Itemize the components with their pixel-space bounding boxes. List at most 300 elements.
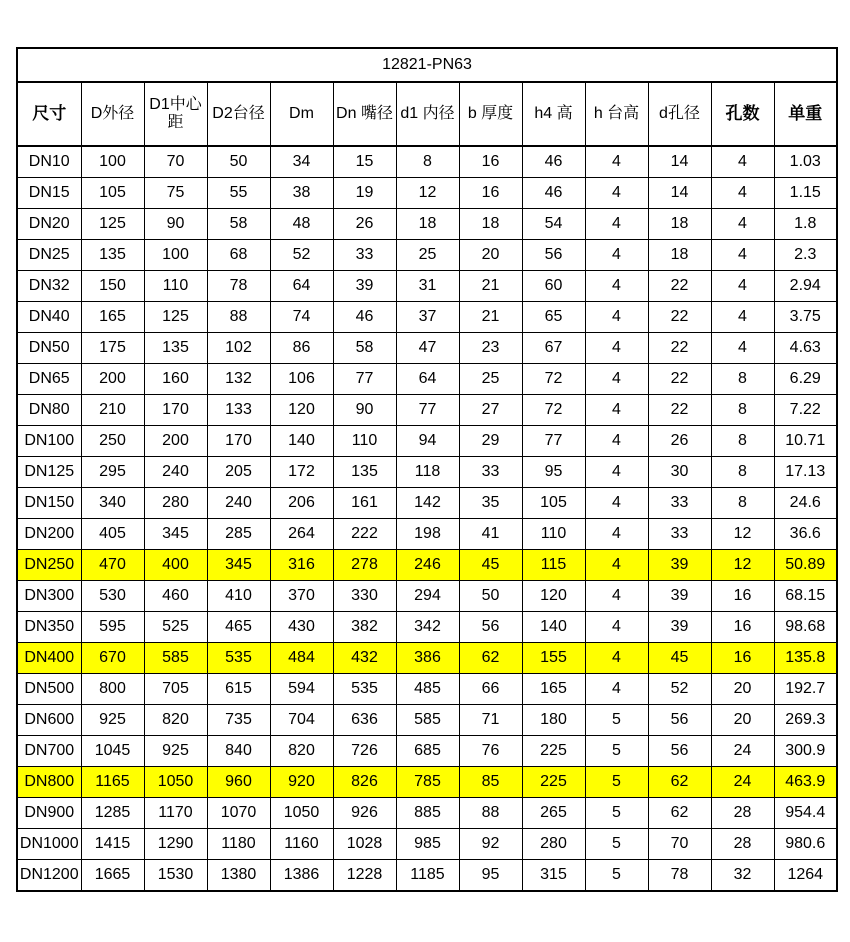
table-row [17, 426, 837, 457]
column-header: h 台高 [585, 82, 648, 146]
cell-value: 94 [396, 426, 459, 457]
table-row [17, 612, 837, 643]
cell-value: 70 [648, 829, 711, 860]
cell-value: 8 [711, 364, 774, 395]
cell-value: 18 [459, 209, 522, 240]
cell-value: 4 [711, 271, 774, 302]
row-size-label: DN500 [17, 674, 81, 705]
cell-value: 35 [459, 488, 522, 519]
cell-value: 29 [459, 426, 522, 457]
cell-value: 925 [144, 736, 207, 767]
table-title: 12821-PN63 [17, 48, 837, 82]
cell-value: 30 [648, 457, 711, 488]
table-row [17, 705, 837, 736]
cell-value: 21 [459, 271, 522, 302]
cell-value: 5 [585, 736, 648, 767]
cell-value: 840 [207, 736, 270, 767]
cell-value: 32 [711, 860, 774, 892]
column-header: Dm [270, 82, 333, 146]
cell-value: 4 [585, 364, 648, 395]
cell-value: 926 [333, 798, 396, 829]
cell-value: 5 [585, 829, 648, 860]
row-size-label: DN900 [17, 798, 81, 829]
table-row [17, 178, 837, 209]
table-head [17, 48, 837, 146]
cell-value: 33 [459, 457, 522, 488]
cell-value: 280 [144, 488, 207, 519]
cell-value: 54 [522, 209, 585, 240]
cell-value: 14 [648, 146, 711, 178]
cell-value: 132 [207, 364, 270, 395]
table-row [17, 364, 837, 395]
cell-value: 246 [396, 550, 459, 581]
cell-value: 31 [396, 271, 459, 302]
cell-value: 4 [585, 457, 648, 488]
cell-value: 170 [207, 426, 270, 457]
cell-value: 6.29 [774, 364, 837, 395]
table-row [17, 333, 837, 364]
cell-value: 726 [333, 736, 396, 767]
cell-value: 430 [270, 612, 333, 643]
cell-value: 4.63 [774, 333, 837, 364]
cell-value: 58 [207, 209, 270, 240]
cell-value: 17.13 [774, 457, 837, 488]
column-header: 尺寸 [17, 82, 81, 146]
cell-value: 4 [585, 426, 648, 457]
cell-value: 175 [81, 333, 144, 364]
table-row [17, 395, 837, 426]
cell-value: 1415 [81, 829, 144, 860]
cell-value: 670 [81, 643, 144, 674]
cell-value: 525 [144, 612, 207, 643]
cell-value: 105 [81, 178, 144, 209]
cell-value: 265 [522, 798, 585, 829]
table-row [17, 146, 837, 178]
cell-value: 1530 [144, 860, 207, 892]
cell-value: 1665 [81, 860, 144, 892]
cell-value: 820 [270, 736, 333, 767]
table-row [17, 457, 837, 488]
cell-value: 24 [711, 767, 774, 798]
table-row [17, 767, 837, 798]
cell-value: 133 [207, 395, 270, 426]
cell-value: 4 [585, 581, 648, 612]
cell-value: 33 [333, 240, 396, 271]
cell-value: 16 [711, 643, 774, 674]
cell-value: 1.8 [774, 209, 837, 240]
cell-value: 16 [459, 146, 522, 178]
cell-value: 1.15 [774, 178, 837, 209]
cell-value: 55 [207, 178, 270, 209]
cell-value: 72 [522, 364, 585, 395]
cell-value: 1285 [81, 798, 144, 829]
table-row [17, 643, 837, 674]
cell-value: 92 [459, 829, 522, 860]
cell-value: 1185 [396, 860, 459, 892]
cell-value: 636 [333, 705, 396, 736]
cell-value: 4 [585, 612, 648, 643]
cell-value: 135 [333, 457, 396, 488]
cell-value: 985 [396, 829, 459, 860]
table-row [17, 798, 837, 829]
cell-value: 161 [333, 488, 396, 519]
cell-value: 23 [459, 333, 522, 364]
cell-value: 192.7 [774, 674, 837, 705]
table-row [17, 271, 837, 302]
cell-value: 4 [585, 209, 648, 240]
table-row [17, 736, 837, 767]
table-row [17, 581, 837, 612]
cell-value: 980.6 [774, 829, 837, 860]
cell-value: 300.9 [774, 736, 837, 767]
cell-value: 370 [270, 581, 333, 612]
cell-value: 39 [648, 550, 711, 581]
cell-value: 150 [81, 271, 144, 302]
table-body [17, 146, 837, 891]
cell-value: 76 [459, 736, 522, 767]
cell-value: 960 [207, 767, 270, 798]
cell-value: 140 [522, 612, 585, 643]
cell-value: 269.3 [774, 705, 837, 736]
cell-value: 77 [522, 426, 585, 457]
cell-value: 585 [396, 705, 459, 736]
cell-value: 920 [270, 767, 333, 798]
cell-value: 704 [270, 705, 333, 736]
cell-value: 100 [81, 146, 144, 178]
cell-value: 15 [333, 146, 396, 178]
cell-value: 110 [522, 519, 585, 550]
cell-value: 14 [648, 178, 711, 209]
cell-value: 45 [648, 643, 711, 674]
table-row [17, 674, 837, 705]
cell-value: 7.22 [774, 395, 837, 426]
column-header: D2台径 [207, 82, 270, 146]
row-size-label: DN65 [17, 364, 81, 395]
cell-value: 410 [207, 581, 270, 612]
cell-value: 4 [585, 643, 648, 674]
table-row [17, 240, 837, 271]
row-size-label: DN50 [17, 333, 81, 364]
cell-value: 925 [81, 705, 144, 736]
cell-value: 46 [333, 302, 396, 333]
column-header: d1 内径 [396, 82, 459, 146]
cell-value: 24.6 [774, 488, 837, 519]
row-size-label: DN80 [17, 395, 81, 426]
cell-value: 170 [144, 395, 207, 426]
cell-value: 120 [522, 581, 585, 612]
cell-value: 74 [270, 302, 333, 333]
cell-value: 1160 [270, 829, 333, 860]
cell-value: 785 [396, 767, 459, 798]
cell-value: 250 [81, 426, 144, 457]
cell-value: 34 [270, 146, 333, 178]
cell-value: 595 [81, 612, 144, 643]
cell-value: 280 [522, 829, 585, 860]
row-size-label: DN20 [17, 209, 81, 240]
cell-value: 316 [270, 550, 333, 581]
cell-value: 45 [459, 550, 522, 581]
cell-value: 46 [522, 178, 585, 209]
cell-value: 382 [333, 612, 396, 643]
column-header: b 厚度 [459, 82, 522, 146]
cell-value: 36.6 [774, 519, 837, 550]
cell-value: 33 [648, 519, 711, 550]
cell-value: 1380 [207, 860, 270, 892]
cell-value: 106 [270, 364, 333, 395]
row-size-label: DN700 [17, 736, 81, 767]
cell-value: 22 [648, 364, 711, 395]
cell-value: 1070 [207, 798, 270, 829]
cell-value: 342 [396, 612, 459, 643]
cell-value: 240 [144, 457, 207, 488]
title-row [17, 48, 837, 82]
cell-value: 8 [711, 395, 774, 426]
cell-value: 4 [711, 302, 774, 333]
cell-value: 826 [333, 767, 396, 798]
table-row [17, 488, 837, 519]
cell-value: 165 [522, 674, 585, 705]
cell-value: 470 [81, 550, 144, 581]
cell-value: 120 [270, 395, 333, 426]
cell-value: 110 [144, 271, 207, 302]
cell-value: 22 [648, 395, 711, 426]
cell-value: 885 [396, 798, 459, 829]
cell-value: 67 [522, 333, 585, 364]
cell-value: 27 [459, 395, 522, 426]
cell-value: 37 [396, 302, 459, 333]
cell-value: 5 [585, 767, 648, 798]
cell-value: 135 [81, 240, 144, 271]
cell-value: 62 [648, 798, 711, 829]
cell-value: 78 [207, 271, 270, 302]
cell-value: 210 [81, 395, 144, 426]
cell-value: 125 [81, 209, 144, 240]
cell-value: 165 [81, 302, 144, 333]
cell-value: 484 [270, 643, 333, 674]
cell-value: 205 [207, 457, 270, 488]
cell-value: 735 [207, 705, 270, 736]
cell-value: 22 [648, 302, 711, 333]
cell-value: 160 [144, 364, 207, 395]
cell-value: 50.89 [774, 550, 837, 581]
cell-value: 85 [459, 767, 522, 798]
cell-value: 22 [648, 333, 711, 364]
cell-value: 135 [144, 333, 207, 364]
cell-value: 278 [333, 550, 396, 581]
cell-value: 105 [522, 488, 585, 519]
cell-value: 340 [81, 488, 144, 519]
row-size-label: DN400 [17, 643, 81, 674]
cell-value: 100 [144, 240, 207, 271]
cell-value: 1165 [81, 767, 144, 798]
row-size-label: DN100 [17, 426, 81, 457]
cell-value: 16 [711, 612, 774, 643]
cell-value: 95 [459, 860, 522, 892]
cell-value: 485 [396, 674, 459, 705]
cell-value: 200 [144, 426, 207, 457]
cell-value: 88 [207, 302, 270, 333]
cell-value: 1.03 [774, 146, 837, 178]
cell-value: 4 [711, 146, 774, 178]
cell-value: 4 [585, 178, 648, 209]
cell-value: 12 [711, 519, 774, 550]
table-row [17, 860, 837, 892]
cell-value: 77 [396, 395, 459, 426]
cell-value: 200 [81, 364, 144, 395]
cell-value: 20 [711, 705, 774, 736]
row-size-label: DN200 [17, 519, 81, 550]
table-row [17, 829, 837, 860]
cell-value: 180 [522, 705, 585, 736]
row-size-label: DN25 [17, 240, 81, 271]
cell-value: 1050 [270, 798, 333, 829]
table-row [17, 209, 837, 240]
cell-value: 4 [711, 333, 774, 364]
cell-value: 25 [396, 240, 459, 271]
row-size-label: DN350 [17, 612, 81, 643]
row-size-label: DN15 [17, 178, 81, 209]
cell-value: 264 [270, 519, 333, 550]
cell-value: 225 [522, 736, 585, 767]
cell-value: 386 [396, 643, 459, 674]
cell-value: 118 [396, 457, 459, 488]
cell-value: 60 [522, 271, 585, 302]
cell-value: 585 [144, 643, 207, 674]
cell-value: 1228 [333, 860, 396, 892]
cell-value: 56 [522, 240, 585, 271]
column-header: h4 高 [522, 82, 585, 146]
cell-value: 4 [711, 240, 774, 271]
cell-value: 206 [270, 488, 333, 519]
cell-value: 26 [333, 209, 396, 240]
cell-value: 25 [459, 364, 522, 395]
cell-value: 12 [396, 178, 459, 209]
cell-value: 24 [711, 736, 774, 767]
cell-value: 1180 [207, 829, 270, 860]
cell-value: 22 [648, 271, 711, 302]
cell-value: 400 [144, 550, 207, 581]
cell-value: 47 [396, 333, 459, 364]
cell-value: 345 [144, 519, 207, 550]
cell-value: 685 [396, 736, 459, 767]
column-header: d孔径 [648, 82, 711, 146]
cell-value: 405 [81, 519, 144, 550]
cell-value: 39 [648, 581, 711, 612]
cell-value: 18 [396, 209, 459, 240]
cell-value: 39 [648, 612, 711, 643]
cell-value: 535 [333, 674, 396, 705]
cell-value: 8 [711, 488, 774, 519]
cell-value: 90 [144, 209, 207, 240]
cell-value: 16 [459, 178, 522, 209]
cell-value: 5 [585, 798, 648, 829]
cell-value: 68.15 [774, 581, 837, 612]
cell-value: 4 [585, 240, 648, 271]
cell-value: 71 [459, 705, 522, 736]
cell-value: 142 [396, 488, 459, 519]
cell-value: 68 [207, 240, 270, 271]
cell-value: 70 [144, 146, 207, 178]
cell-value: 19 [333, 178, 396, 209]
cell-value: 88 [459, 798, 522, 829]
cell-value: 41 [459, 519, 522, 550]
cell-value: 86 [270, 333, 333, 364]
cell-value: 198 [396, 519, 459, 550]
cell-value: 1050 [144, 767, 207, 798]
cell-value: 46 [522, 146, 585, 178]
cell-value: 52 [648, 674, 711, 705]
cell-value: 125 [144, 302, 207, 333]
cell-value: 8 [711, 426, 774, 457]
cell-value: 18 [648, 240, 711, 271]
row-size-label: DN1000 [17, 829, 81, 860]
table-row [17, 302, 837, 333]
row-size-label: DN250 [17, 550, 81, 581]
cell-value: 33 [648, 488, 711, 519]
cell-value: 20 [459, 240, 522, 271]
cell-value: 48 [270, 209, 333, 240]
flange-dimension-table [16, 47, 838, 892]
cell-value: 75 [144, 178, 207, 209]
cell-value: 315 [522, 860, 585, 892]
column-header: D1中心距 [144, 82, 207, 146]
cell-value: 2.94 [774, 271, 837, 302]
cell-value: 77 [333, 364, 396, 395]
cell-value: 4 [711, 209, 774, 240]
row-size-label: DN300 [17, 581, 81, 612]
cell-value: 222 [333, 519, 396, 550]
cell-value: 4 [585, 333, 648, 364]
cell-value: 1264 [774, 860, 837, 892]
row-size-label: DN800 [17, 767, 81, 798]
cell-value: 72 [522, 395, 585, 426]
cell-value: 52 [270, 240, 333, 271]
column-header: D外径 [81, 82, 144, 146]
cell-value: 115 [522, 550, 585, 581]
cell-value: 12 [711, 550, 774, 581]
cell-value: 140 [270, 426, 333, 457]
table-row [17, 550, 837, 581]
cell-value: 110 [333, 426, 396, 457]
cell-value: 294 [396, 581, 459, 612]
cell-value: 21 [459, 302, 522, 333]
cell-value: 64 [396, 364, 459, 395]
cell-value: 16 [711, 581, 774, 612]
header-row [17, 82, 837, 146]
flange-spec-sheet [16, 47, 836, 892]
column-header: 孔数 [711, 82, 774, 146]
cell-value: 64 [270, 271, 333, 302]
row-size-label: DN32 [17, 271, 81, 302]
cell-value: 62 [648, 767, 711, 798]
cell-value: 465 [207, 612, 270, 643]
cell-value: 463.9 [774, 767, 837, 798]
cell-value: 135.8 [774, 643, 837, 674]
cell-value: 102 [207, 333, 270, 364]
cell-value: 18 [648, 209, 711, 240]
cell-value: 98.68 [774, 612, 837, 643]
cell-value: 285 [207, 519, 270, 550]
cell-value: 28 [711, 798, 774, 829]
cell-value: 432 [333, 643, 396, 674]
cell-value: 5 [585, 705, 648, 736]
cell-value: 1290 [144, 829, 207, 860]
cell-value: 8 [396, 146, 459, 178]
cell-value: 295 [81, 457, 144, 488]
cell-value: 460 [144, 581, 207, 612]
cell-value: 1386 [270, 860, 333, 892]
cell-value: 38 [270, 178, 333, 209]
